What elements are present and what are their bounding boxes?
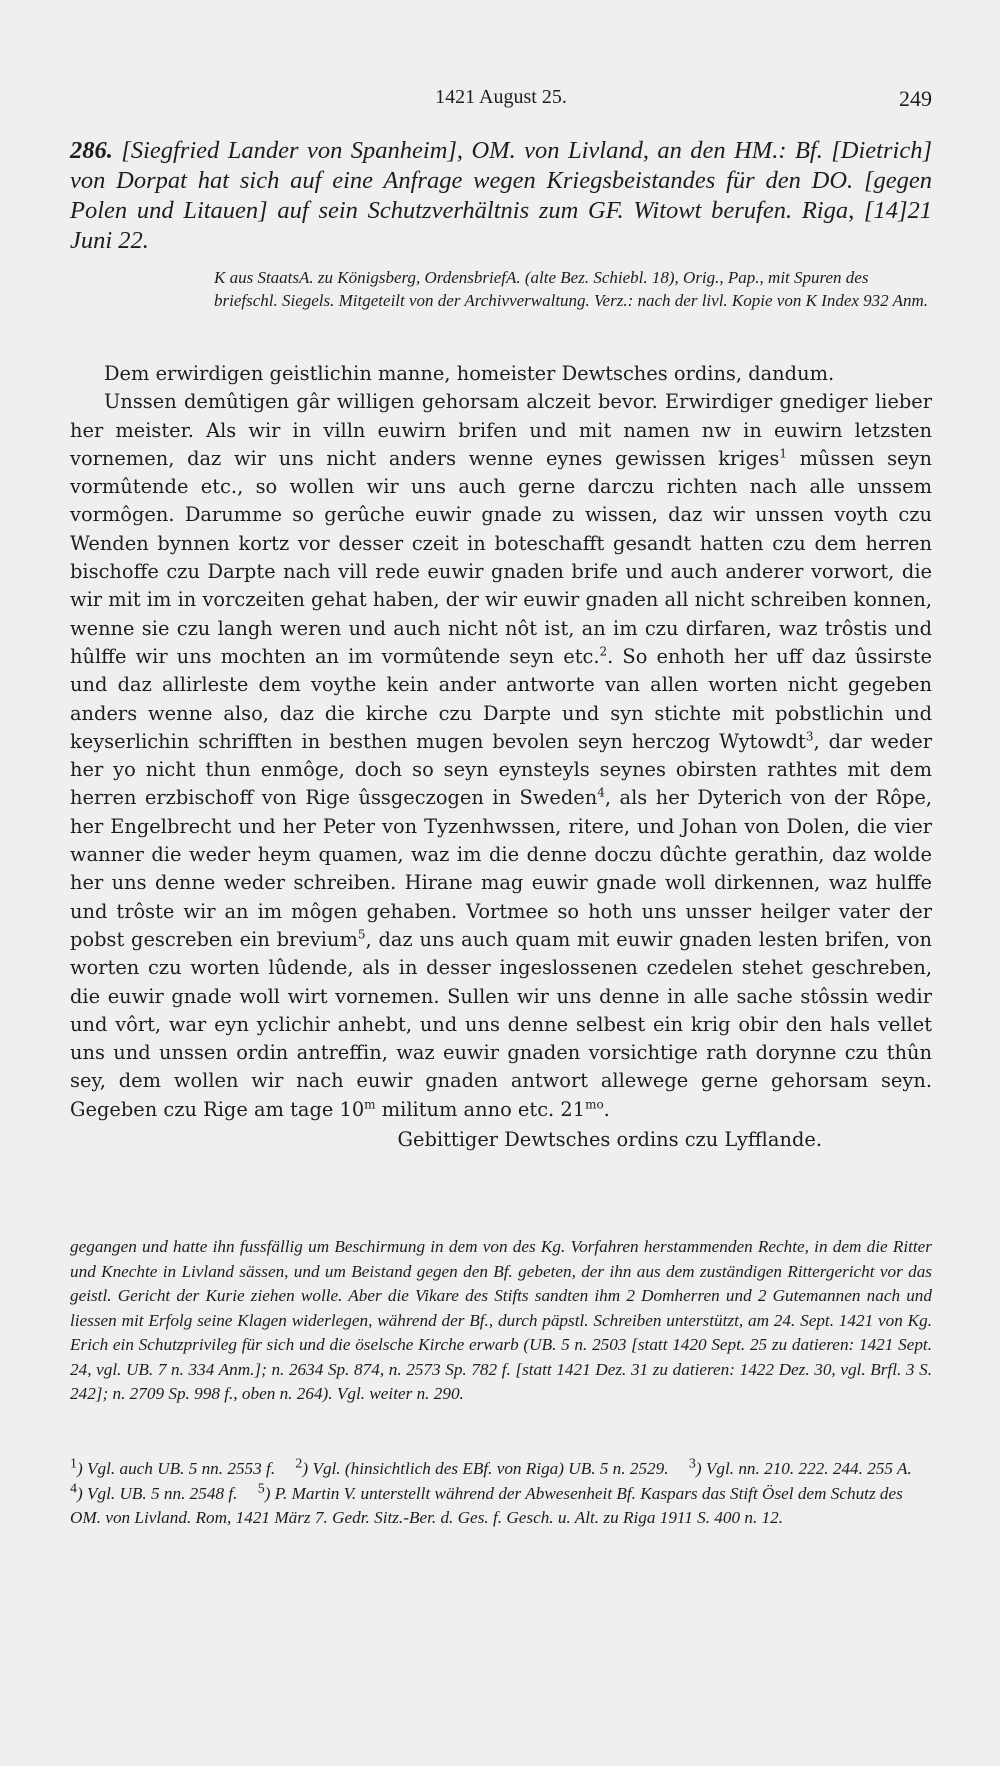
footnotes xyxy=(70,1457,932,1531)
letter-text xyxy=(70,360,932,1154)
footnote-3 xyxy=(688,1456,912,1478)
footnote-reference: 2 xyxy=(599,644,608,659)
footnote-text: ) Vgl. auch UB. 5 nn. 2553 f. xyxy=(77,1459,276,1478)
footnote-2 xyxy=(295,1456,669,1478)
footnote-text: ) Vgl. UB. 5 nn. 2548 f. xyxy=(77,1483,238,1503)
letter-signature: Gebittiger Dewtsches ordins czu Lyfflande. xyxy=(397,1128,822,1152)
footnote-reference: 4 xyxy=(597,785,605,800)
footnote-text: ) Vgl. nn. 210. 222. 244. 255 A. xyxy=(695,1459,912,1478)
letter-text-segment: militum anno etc. 21 xyxy=(375,1097,586,1121)
footnote-4 xyxy=(70,1480,238,1503)
letter-text-segment: , als her Dyterich von der Rôpe, her Engelbrecht und her Peter von Tyzenhwssen, ritere, und Johan von Dolen, die vier wanner die weder heym quamen, waz im die denne doczu dûchte gerathin, daz wolde her uns denne weder schreiben. Hirane mag euwir gnade woll dirkennen, waz hulffe und trôste wir an im môgen gehaben. Vortmee so hoth uns unsser heilger vater der pobst gescreben ein brevium xyxy=(70,786,932,951)
footnote-reference: 5 xyxy=(357,927,366,942)
letter-text-segment: . So enhoth her uff daz ûssirste und daz allirleste dem voythe kein ander antworte van allen worten nicht gegeben anders wenne also, daz die kirche czu Darpte und syn stichte mit pobstlichin und keyserlichin schrifften in besthen mugen bevolen seyn herczog Wytowdt xyxy=(70,644,933,753)
running-head xyxy=(70,86,932,114)
letter-body xyxy=(70,388,932,1124)
footnote-text: ) P. Martin V. unterstellt während der Abwesenheit Bf. Kaspars das Stift Ösel dem Schutz des OM. von Livland. Rom, 1421 März 7. Gedr. Sitz.-Ber. d. Ges. f. Gesch. u. Alt. zu Riga 1911 S. 400 n. 12. xyxy=(70,1483,903,1527)
footnote-1 xyxy=(70,1456,276,1478)
letter-text-segment: Unssen demûtigen gâr willigen gehorsam alczeit bevor. Erwirdiger gnediger lieber her meister. Als wir in villn euwirn brifen und mit namen nw in euwirn letzsten vornemen, daz wir uns nicht anders wenne eynes gewissen kriges xyxy=(70,390,932,470)
footnote-mark: 2 xyxy=(295,1456,303,1472)
letter-address: Dem erwirdigen geistlichin manne, homeister Dewtsches ordins, dandum. xyxy=(104,362,835,385)
letter-text-segment: , daz uns auch quam mit euwir gnaden lesten brifen, von worten czu worten lûdende, als in desser ingeslossenen czedelen stehet geschreben, die euwir gnade woll wirt vornemen. Sullen wir uns denne in alle sache stôssin wedir und vôrt, war eyn yclichir anhebt, und uns denne selbest ein krig obir den hals vellet uns und unssen ordin antreffin, waz euwir gnaden vorsichtige rath dorynne czu thûn sey, dem wollen wir nach euwir gnaden antwort allewege gerne gehorsam seyn. Gegeben czu Rige am tage 10 xyxy=(70,927,932,1121)
letter-text-segment: mûssen seyn vormûtende etc., so wollen wir uns auch gerne darczu richten nach alle unssem vormôgen. Darumme so gerûche euwir gnade zu wissen, daz wir unssen voyth czu Wenden bynnen kortz vor desser czeit in boteschafft gesandt hatten czu dem herren bischoffe czu Darpte nach vill rede euwir gnaden brife und auch anderer vorwort, die wir mit im in vorczeiten gehat haben, der wir euwir gnaden all nicht schreiben konnen, wenne sie czu langh weren und auch nicht nôt ist, an im czu dirfaren, waz trôstis und hûlffe wir uns mochten an im vormûtende seyn etc. xyxy=(70,446,932,668)
footnote-text: ) Vgl. (hinsichtlich des EBf. von Riga) UB. 5 n. 2529. xyxy=(302,1459,669,1478)
footnote-reference: 1 xyxy=(779,446,787,461)
footnote-reference: m xyxy=(364,1097,376,1112)
running-head-date: 1421 August 25. xyxy=(435,86,567,108)
regest-summary xyxy=(70,136,932,256)
commentary: gegangen und hatte ihn fussfällig um Beschirmung in dem von des Kg. Vorfahren herstammenden Rechte, in dem die Ritter und Knechte in Livland sässen, und um Beistand gegen den Bf. gebeten, der ihn aus dem zuständigen Rittergericht vor das geistl. Gericht der Kurie ziehen wolle. Aber die Vikare des Stifts sandten ihm 2 Domherren und 2 Gutemannen nach und liessen mit Erfolg seine Klagen widerlegen, während der Bf., durch päpstl. Schreiben unterstützt, am 24. Sept. 1421 von Kg. Erich ein Schutzprivileg für sich und die öselsche Kirche erwarb (UB. 5 n. 2503 [statt 1420 Sept. 25 zu datieren: 1421 Sept. 24, vgl. UB. 7 n. 334 Anm.]; n. 2634 Sp. 874, n. 2573 Sp. 782 f. [statt 1421 Dez. 31 zu datieren: 1422 Dez. 30, vgl. Brfl. 3 S. 242]; n. 2709 Sp. 998 f., oben n. 264). Vgl. weiter n. 290. xyxy=(70,1237,932,1403)
letter-text-segment: . xyxy=(603,1097,610,1121)
footnote-reference: 3 xyxy=(805,729,814,744)
footnote-mark: 3 xyxy=(688,1456,696,1472)
page-number: 249 xyxy=(899,86,932,111)
footnote-mark: 1 xyxy=(70,1456,77,1472)
document-number: 286. xyxy=(70,137,113,164)
regest-text: [Siegfried Lander von Spanheim], OM. von Livland, an den HM.: Bf. [Dietrich] von Dorpat hat sich auf eine Anfrage wegen Kriegsbeistandes für den DO. [gegen Polen und Litauen] auf sein Schutzverhältnis zum GF. Witowt berufen. Riga, [14]21 Juni 22. xyxy=(70,137,932,254)
footnote-reference: mo xyxy=(585,1097,604,1112)
footnote-mark: 4 xyxy=(70,1480,77,1496)
letter-text-segment: , dar weder her yo nicht thun enmôge, doch so seyn eynsteyls seynes obirsten rathtes mit dem herren erzbischoff von Rige ûssgeczogen in Sweden xyxy=(70,729,932,810)
footnote-mark: 5 xyxy=(257,1480,265,1496)
source-note: K aus StaatsA. zu Königsberg, OrdensbriefA. (alte Bez. Schiebl. 18), Orig., Pap., mit Spuren des briefschl. Siegels. Mitgeteilt von der Archivverwaltung. Verz.: nach der livl. Kopie von K Index 932 Anm. xyxy=(214,268,929,310)
